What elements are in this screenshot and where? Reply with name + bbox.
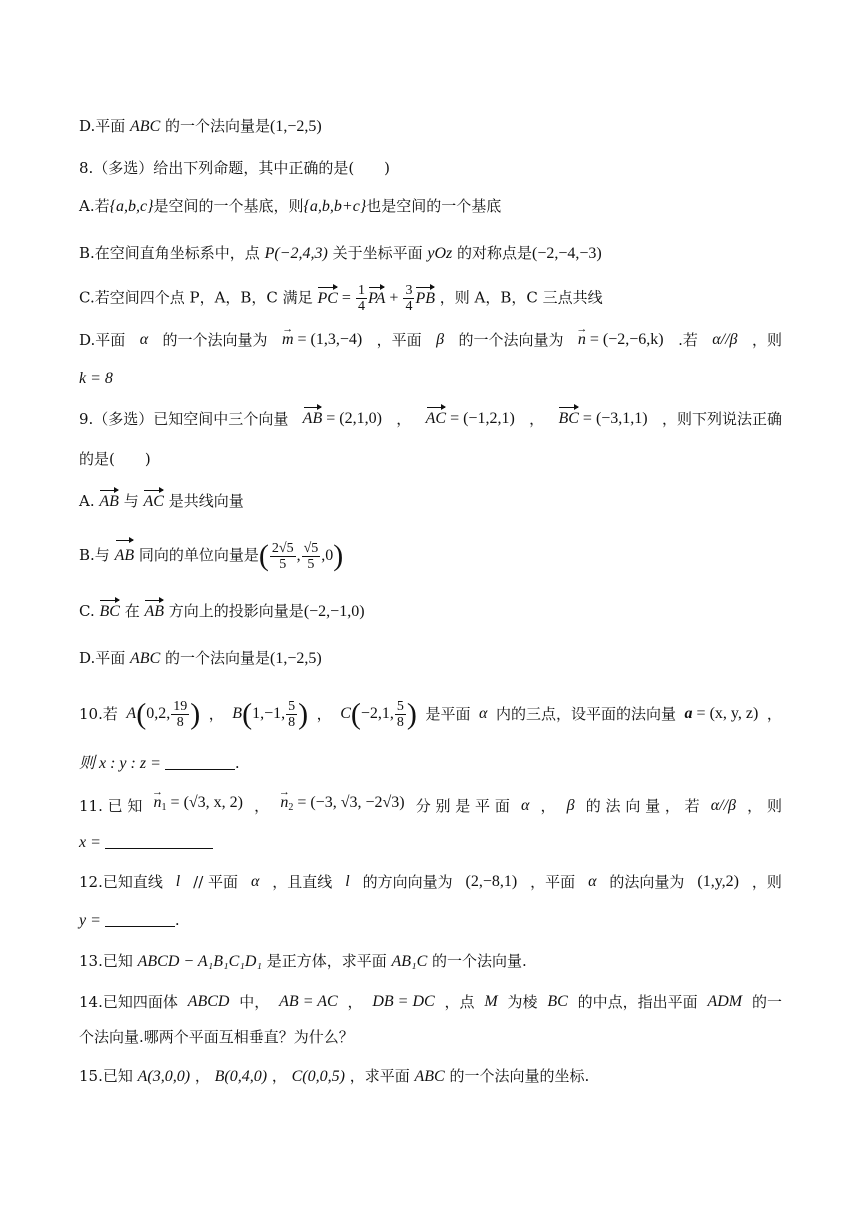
q9-bc-value: = (−3,1,1) [578, 410, 648, 427]
q7-d-plane: ABC [130, 118, 161, 135]
q9-a-vec1: AB [99, 489, 119, 515]
q10-a-value: = (x, y, z) [692, 705, 759, 723]
q13-prefix: 13.已知 [79, 952, 138, 970]
q9-c-prefix: C. [79, 602, 100, 620]
q8-d-t3: 的一个法向量为 [458, 331, 564, 349]
q9-option-c [79, 598, 782, 625]
q9-b-vec: AB [115, 539, 135, 573]
q15-tail: 的一个法向量的坐标. [444, 1067, 590, 1085]
q11-x-label: x = [79, 834, 105, 851]
q14-bc: BC [547, 993, 568, 1010]
q9-d-prefix: D.平面 [79, 649, 131, 667]
q11-mid: 分 别 是 平 面 [415, 796, 510, 815]
q12-alpha: α [250, 873, 260, 890]
q9-a-tail: 是共线向量 [163, 492, 244, 510]
q9-vec-ab: AB [303, 406, 323, 432]
q15-plane: ABC [414, 1068, 445, 1085]
q11-vec-n2: → n [280, 790, 288, 816]
q12-line1 [79, 869, 782, 895]
q9-b-prefix: B.与 [79, 546, 115, 564]
q8-d-t2: ，平面 [376, 331, 422, 349]
q7-d-prefix: D.平面 [79, 117, 131, 135]
q10-point-c: C [340, 705, 351, 722]
q9-a-mid: 与 [118, 492, 144, 510]
q10-c-coords: −2,1, [360, 705, 394, 722]
q8-option-b [79, 240, 782, 267]
q11-tail: 的 法 向 量 ， 若 [585, 796, 700, 815]
q8-c-prefix: C.若空间四个点 P，A，B，C 满足 [79, 288, 318, 307]
q13-plane: AB₁C [391, 953, 428, 970]
q11-prefix: 11. 已 知 [79, 796, 143, 815]
q9-stem1: 9.（多选）已知空间中三个向量 [79, 410, 289, 428]
q9-option-a [79, 488, 782, 515]
q15-mid: ，求平面 [344, 1067, 415, 1085]
q13-mid: 是正方体，求平面 [261, 952, 392, 970]
q12-mid4: ，平面 [530, 873, 576, 891]
q11-cond: α//β [710, 796, 737, 814]
q12-normal: (1,y,2) [697, 873, 739, 890]
q9-a-prefix: A. [79, 492, 100, 510]
q8-c-frac1 [356, 283, 367, 314]
q9-option-b [79, 538, 782, 573]
q9-c-result: (−2,−1,0) [303, 603, 365, 620]
q10-a-num: 19 [173, 698, 188, 714]
q7-d-vector: (1,−2,5) [270, 118, 322, 135]
q11-sep2: ， [540, 796, 556, 815]
q9-option-d [79, 645, 782, 672]
q8-a-set1: {a,b,c} [109, 198, 154, 215]
q10-b-num: 5 [288, 698, 296, 714]
q9-b-frac1-num: 2√5 [271, 540, 294, 556]
q14-e: 的中点，指出平面 [577, 993, 698, 1011]
q10-c-den: 8 [396, 714, 404, 730]
q10-vector-a: a [684, 705, 693, 723]
q11-alpha: α [520, 796, 530, 814]
q10-b-coords: 1,−1, [252, 705, 286, 722]
q9-b-mid: 同向的单位向量是 [134, 546, 259, 564]
q9-d-vector: (1,−2,5) [270, 650, 322, 667]
q8-d-n-value: = (−2,−6,k) [585, 331, 664, 348]
q13-line [79, 948, 782, 975]
q11-n1-value: = (√3, x, 2) [166, 794, 244, 811]
q8-stem: 8.（多选）给出下列命题，其中正确的是( ) [79, 159, 391, 177]
q8-b-mid2: 的对称点是 [452, 244, 533, 262]
q8-c-frac2 [403, 283, 414, 314]
q11-n2-value: = (−3, √3, −2√3) [293, 794, 405, 811]
q10-ratio: 则 x : y : z = [79, 755, 165, 772]
q13-tail: 的一个法向量. [427, 952, 527, 970]
q9-b-frac2-num: √5 [303, 540, 319, 556]
q8-b-result: (−2,−4,−3) [532, 245, 602, 262]
q8-c-frac2-num: 3 [405, 283, 413, 298]
q10-a-coords: 0,2, [146, 705, 171, 722]
q9-b-rparen: ) [333, 539, 344, 572]
q8-c-frac1-den: 4 [357, 299, 365, 314]
q11-sep: ， [254, 796, 270, 815]
q9-stem2: ，则下列说法正确 [661, 410, 782, 428]
q8-a-prefix: A.若 [79, 197, 110, 215]
q8-d-t5: ，则 [751, 331, 782, 349]
q7-option-d [79, 113, 782, 140]
q9-c-tail: 方向上的投影向量是 [164, 602, 304, 620]
q9-c-vec1: BC [99, 599, 119, 625]
q14-sep: ， [347, 993, 363, 1011]
q12-line-l: l [175, 873, 181, 890]
q11-line1 [79, 790, 782, 821]
q10-line2 [79, 750, 782, 777]
q13-cube: ABCD − A₁B₁C₁D₁ [137, 953, 262, 970]
q9-b-lparen: ( [258, 539, 269, 572]
q11-n2-sub: 2 [288, 802, 294, 813]
q8-d-t4: .若 [678, 331, 698, 349]
q9-b-frac1-den: 5 [279, 556, 287, 572]
q10-prefix: 10.若 [79, 705, 118, 724]
q12-y-label: y = [79, 912, 105, 929]
q14-c1: AB = AC [279, 993, 338, 1010]
q10-alpha: α [479, 705, 488, 723]
q8-a-tail: 也是空间的一个基底 [366, 197, 502, 215]
q10-c-num: 5 [396, 698, 404, 714]
q15-prefix: 15.已知 [79, 1067, 138, 1085]
q15-point-a: A(3,0,0) [137, 1068, 191, 1085]
q14-line1 [79, 989, 782, 1015]
q8-b-point: P(−2,4,3) [264, 245, 328, 262]
q9-c-mid: 在 [119, 602, 145, 620]
q9-vec-ac: AC [426, 406, 446, 432]
q8-option-d-line2 [79, 365, 782, 392]
q12-answer-blank[interactable] [105, 926, 175, 927]
q8-d-alpha: α [139, 331, 149, 348]
q9-vec-bc: BC [558, 406, 578, 432]
q14-d: 为棱 [507, 993, 538, 1011]
q10-answer-blank[interactable] [165, 769, 235, 770]
q10-mid: 是平面 [425, 705, 471, 724]
q11-line2 [79, 829, 782, 856]
q8-d-k-value: k = 8 [79, 370, 113, 387]
q15-sep2: ， [267, 1067, 292, 1085]
q10-point-b: B [232, 705, 243, 722]
q8-c-eq: = [337, 289, 355, 307]
q8-b-mid: 关于坐标平面 [327, 244, 428, 262]
q9-b-comma: , [296, 547, 301, 564]
q8-b-prefix: B.在空间直角坐标系中，点 [79, 244, 265, 262]
q10-point-a: A [126, 705, 137, 722]
q8-d-vec-n: → n [578, 327, 586, 353]
q8-b-plane: yOz [427, 245, 453, 262]
q14-c: ，点 [444, 993, 475, 1011]
q14-c2: DB = DC [372, 993, 435, 1010]
q12-prefix: 12.已知直线 [79, 873, 163, 891]
q8-c-vec-pa: PA [368, 286, 385, 312]
q9-c-vec2: AB [144, 599, 164, 625]
q8-d-cond: α//β [712, 331, 738, 348]
q8-d-m-value: = (1,3,−4) [293, 331, 363, 348]
q9-b-frac2-den: 5 [307, 556, 315, 572]
q8-option-a [79, 193, 782, 220]
q14-line2: 个法向量.哪两个平面互相垂直？为什么？ [79, 1028, 354, 1046]
q15-line [79, 1063, 782, 1090]
q8-c-tail: ，则 A，B，C 三点共线 [435, 288, 603, 307]
q9-ab-value: = (2,1,0) [322, 410, 382, 427]
q15-sep1: ， [190, 1067, 215, 1085]
q8-d-beta: β [436, 331, 445, 348]
q14-f: 的一 [751, 993, 782, 1011]
q8-option-d [79, 327, 782, 353]
q12-mid3: 的方向向量为 [362, 873, 453, 891]
q14-b: 中， [239, 993, 270, 1011]
q11-tail2: ， 则 [747, 796, 782, 815]
q7-d-mid: 的一个法向量是 [160, 117, 271, 135]
q8-option-c [79, 283, 782, 314]
q8-c-plus: + [385, 289, 403, 307]
q12-end: . [174, 911, 180, 929]
q9-d-plane: ABC [130, 650, 161, 667]
q12-line2 [79, 907, 782, 934]
q11-vec-n1: → n [154, 790, 162, 816]
q8-c-frac1-num: 1 [357, 283, 365, 298]
q9-d-mid: 的一个法向量是 [160, 649, 271, 667]
q12-alpha2: α [588, 873, 597, 890]
q14-tetra: ABCD [187, 993, 230, 1010]
q12-tail: ，则 [751, 873, 782, 891]
q8-a-set2: {a,b,b+c} [303, 198, 367, 215]
q10-b-den: 8 [288, 714, 296, 730]
q15-point-b: B(0,4,0) [214, 1068, 268, 1085]
q8-c-vec-pb: PB [415, 286, 435, 312]
q9-ac-value: = (−1,2,1) [446, 410, 515, 427]
q10-end: . [234, 754, 240, 772]
q11-n1-sub: 1 [161, 802, 167, 813]
q9-b-frac1 [270, 541, 296, 572]
q8-d-vec-m: → m [282, 327, 294, 353]
q8-a-mid: 是空间的一个基底，则 [153, 197, 304, 215]
q11-answer-blank[interactable] [105, 848, 213, 849]
q9-a-vec2: AC [143, 489, 163, 515]
q14-adm: ADM [707, 993, 743, 1010]
q12-line-l2: l [345, 873, 350, 890]
q8-d-prefix: D.平面 [79, 331, 126, 349]
q14-m: M [484, 993, 498, 1010]
q15-point-c: C(0,0,5) [291, 1068, 345, 1085]
q10-a-den: 8 [176, 714, 184, 730]
q12-mid: // 平面 [193, 873, 239, 891]
q8-c-vec-pc: PC [317, 286, 337, 312]
q10-comma: ， [766, 705, 782, 724]
q10-tail: 内的三点，设平面的法向量 [495, 705, 676, 724]
q10-line1: 10.若 A(0,2, $\frac{19}{8}$ ) ， B(1,−1, $\frac{5}{8}$ ) ， C(−2,1, $\frac{5}{8}$ ) 是平面 α 内的三点，设平面的法向量 a = (x, y, z) ， [79, 697, 782, 731]
q9-b-frac2 [302, 541, 321, 572]
q9-stem-line1: 9.（多选）已知空间中三个向量 AB = (2,1,0) ， AC = (−1,2,1) ， BC = (−3,1,1) ，则下列说法正确 [79, 406, 782, 432]
q11-beta: β [566, 796, 575, 814]
q8-d-t1: 的一个法向量为 [162, 331, 268, 349]
q12-mid2: ，且直线 [272, 873, 333, 891]
q12-direction: (2,−8,1) [465, 873, 518, 890]
q12-mid5: 的法向量为 [609, 873, 685, 891]
q14-a: 14.已知四面体 [79, 993, 178, 1011]
q8-c-frac2-den: 4 [405, 299, 413, 314]
q9-stem-line2: 的是( ) [79, 450, 151, 468]
q9-b-last: ,0 [321, 547, 334, 564]
